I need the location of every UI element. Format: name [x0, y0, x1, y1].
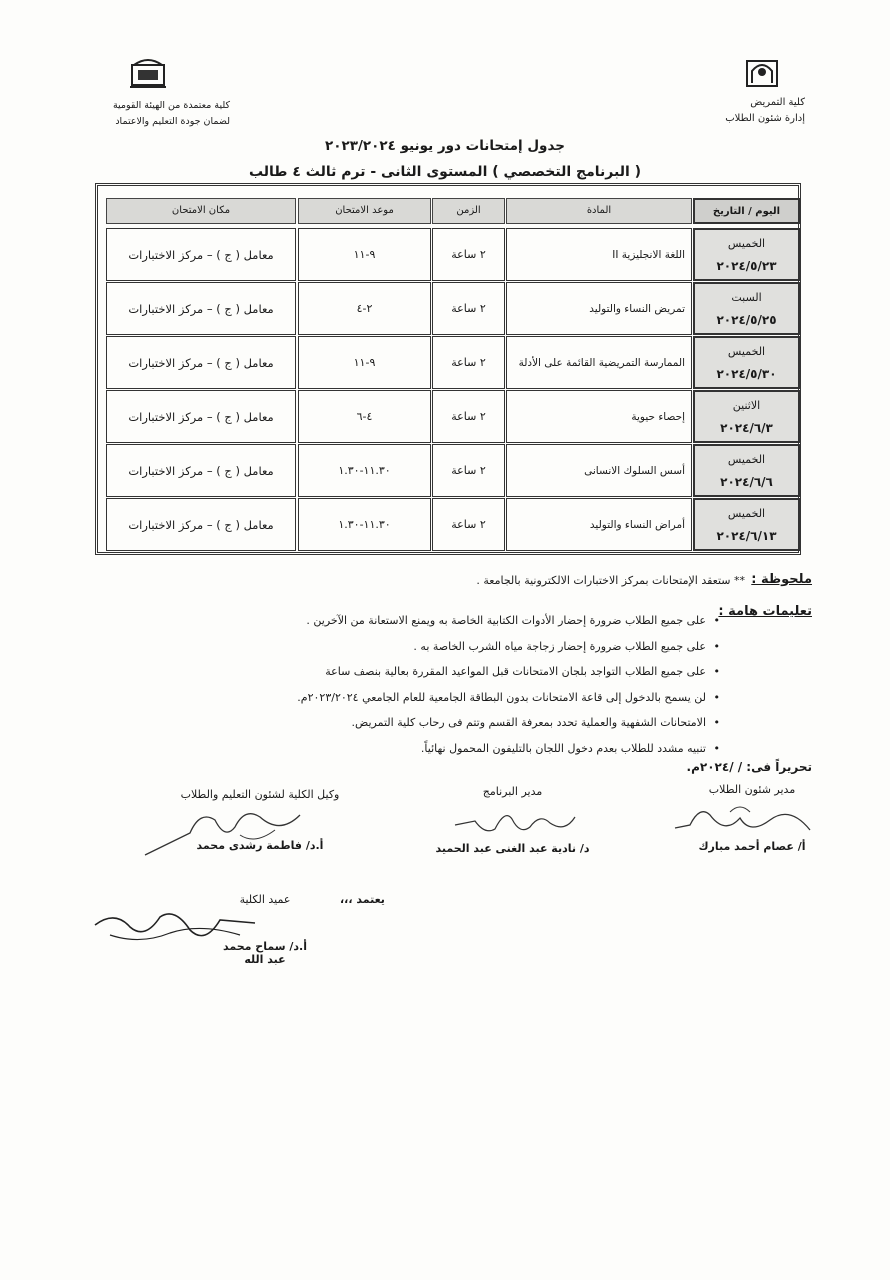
header-place: مكان الامتحان	[106, 198, 296, 224]
place-cell: معامل ( ج ) – مركز الاختبارات	[106, 336, 296, 389]
note-text: ** ستعقد الإمتحانات بمركز الاختبارات الالكترونية بالجامعة .	[476, 574, 745, 587]
day-label: الخميس	[727, 506, 766, 520]
day-label: الخميس	[727, 236, 766, 250]
signatory-name: د/ نادية عبد الغنى عبد الحميد	[435, 842, 590, 855]
date-label: ٢٠٢٤/٦/٦	[720, 474, 773, 489]
place-cell: معامل ( ج ) – مركز الاختبارات	[106, 444, 296, 497]
exam-table	[95, 183, 801, 555]
duration-cell: ٢ ساعة	[432, 282, 505, 335]
list-item: • لن يسمح بالدخول إلى قاعة الامتحانات بدون البطاقة الجامعية للعام الجامعي ٢٠٢٣/٢٠٢٤م.	[160, 685, 720, 711]
header-time: موعد الامتحان	[298, 198, 431, 224]
handwritten-signature-icon	[140, 805, 310, 860]
approval-label: يعتمد ،،،	[340, 893, 385, 906]
faculty-name: كلية التمريض	[750, 97, 805, 108]
date-label: ٢٠٢٤/٦/١٣	[716, 528, 777, 543]
date-cell	[693, 498, 800, 551]
handwritten-signature-icon	[450, 805, 580, 840]
table-row	[102, 498, 794, 551]
duration-cell: ٢ ساعة	[432, 228, 505, 281]
signatory-name: أ.د/ سماح محمد عبد الله	[223, 940, 307, 966]
signatory-title: مدير شئون الطلاب	[708, 783, 796, 796]
date-cell	[693, 336, 800, 389]
table-row	[102, 228, 794, 281]
table-row	[102, 390, 794, 443]
header-subject: المادة	[506, 198, 692, 224]
date-label: ٢٠٢٤/٦/٣	[720, 420, 773, 435]
instructions-label: تعليمات هامة :	[718, 604, 812, 619]
time-cell: ١١.٣٠-١.٣٠	[298, 498, 431, 551]
issue-date-line: تحريراً فى: / /٢٠٢٤م.	[686, 760, 812, 774]
time-cell: ٩-١١	[298, 228, 431, 281]
date-cell	[693, 228, 800, 281]
time-cell: ٩-١١	[298, 336, 431, 389]
signatory-title: وكيل الكلية لشئون التعليم والطلاب	[180, 788, 340, 801]
day-label: الاثنين	[732, 398, 761, 412]
subject-cell: أمراض النساء والتوليد	[506, 498, 692, 551]
list-item: • على جميع الطلاب التواجد بلجان الامتحانات قبل المواعيد المقررة بعالية بنصف ساعة	[160, 659, 720, 685]
subject-cell: تمريض النساء والتوليد	[506, 282, 692, 335]
place-cell: معامل ( ج ) – مركز الاختبارات	[106, 498, 296, 551]
signatory-name: أ/ عصام أحمد مبارك	[698, 840, 806, 853]
subject-cell: إحصاء حيوية	[506, 390, 692, 443]
accreditation-line-1: كلية معتمدة من الهيئة القومية	[112, 100, 230, 111]
note-label: ملحوظة :	[751, 572, 812, 587]
place-cell: معامل ( ج ) – مركز الاختبارات	[106, 282, 296, 335]
faculty-header	[725, 95, 805, 127]
time-cell: ٤-٦	[298, 390, 431, 443]
date-cell	[693, 444, 800, 497]
accreditation-line-2: لضمان جودة التعليم والاعتماد	[115, 116, 230, 127]
date-cell	[693, 282, 800, 335]
department-name: إدارة شئون الطلاب	[725, 113, 805, 124]
table-row	[102, 282, 794, 335]
table-row	[102, 336, 794, 389]
duration-cell: ٢ ساعة	[432, 498, 505, 551]
handwritten-signature-icon	[670, 800, 820, 840]
table-row	[102, 444, 794, 497]
signatory-title: مدير البرنامج	[482, 785, 543, 798]
day-label: السبت	[731, 290, 762, 304]
date-label: ٢٠٢٤/٥/٣٠	[716, 366, 777, 381]
table-header-row	[102, 198, 794, 224]
duration-cell: ٢ ساعة	[432, 390, 505, 443]
nursing-faculty-logo-icon	[744, 55, 780, 89]
list-item: • على جميع الطلاب ضرورة إحضار زجاجة مياه الشرب الخاصة به .	[160, 634, 720, 660]
time-cell: ١١.٣٠-١.٣٠	[298, 444, 431, 497]
list-item: • على جميع الطلاب ضرورة إحضار الأدوات الكتابية الخاصة به ويمنع الاستعانة من الآخرين .	[160, 608, 720, 634]
place-cell: معامل ( ج ) – مركز الاختبارات	[106, 390, 296, 443]
subject-cell: اللغة الانجليزية II	[506, 228, 692, 281]
signatory-name: أ.د/ فاطمة رشدى محمد	[196, 839, 324, 852]
handwritten-signature-icon	[90, 905, 260, 950]
page-subtitle: ( البرنامج التخصصي ) المستوى الثانى - ترم ثالث ٤ طالب	[248, 164, 642, 180]
date-label: ٢٠٢٤/٥/٢٣	[716, 258, 777, 273]
header-duration: الزمن	[432, 198, 505, 224]
list-item: • تنبيه مشدد للطلاب بعدم دخول اللجان بالتليفون المحمول نهائياً.	[160, 736, 720, 762]
place-cell: معامل ( ج ) – مركز الاختبارات	[106, 228, 296, 281]
header-date: اليوم / التاريخ	[693, 198, 800, 224]
day-label: الخميس	[727, 452, 766, 466]
list-item: • الامتحانات الشفهية والعملية تحدد بمعرفة القسم وتتم فى رحاب كلية التمريض.	[160, 710, 720, 736]
accreditation-header	[100, 98, 230, 130]
subject-cell: الممارسة التمريضية القائمة على الأدلة	[506, 336, 692, 389]
duration-cell: ٢ ساعة	[432, 444, 505, 497]
quality-accreditation-logo-icon	[128, 57, 168, 89]
duration-cell: ٢ ساعة	[432, 336, 505, 389]
date-label: ٢٠٢٤/٥/٢٥	[716, 312, 777, 327]
date-cell	[693, 390, 800, 443]
day-label: الخميس	[727, 344, 766, 358]
time-cell: ٢-٤	[298, 282, 431, 335]
page-title: جدول إمتحانات دور يونيو ٢٠٢٣/٢٠٢٤	[325, 138, 565, 154]
instructions-list	[160, 608, 720, 761]
signatory-title: عميد الكلية	[239, 893, 291, 906]
subject-cell: أسس السلوك الانسانى	[506, 444, 692, 497]
